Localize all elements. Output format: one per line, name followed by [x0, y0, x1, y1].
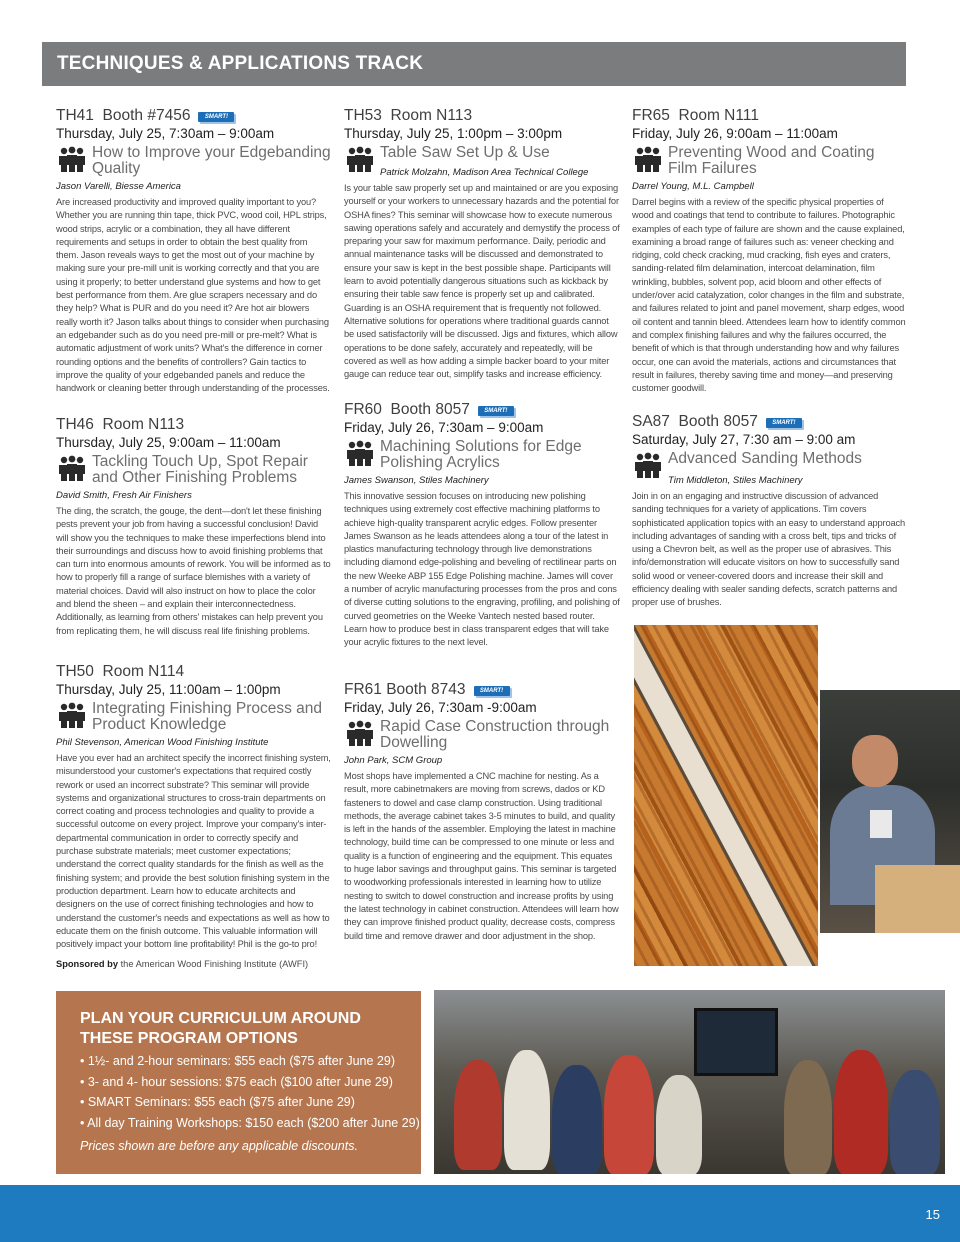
smart-badge: SMART! — [478, 406, 514, 416]
session-description: Join in on an engaging and instructive discussion of advanced sanding techniques for a variety of applications. Tim covers sophisticated application topics with an easy to understand approach including advantages of sanding with a cross belt, tips and tricks of using a Chevron belt, as well as the proper use of abrasives. This info/demonstration will educate visitors on how to successfully sand solid wood or veneer-covered doors and increase their skill and efficiency dealing with sealer sanding defects, scratch patterns and proper use of brushes. — [632, 491, 906, 608]
people-group-icon — [56, 146, 88, 172]
session-title: Preventing Wood and Coating Film Failures — [668, 144, 875, 177]
session-description: Have you ever had an architect specify the incorrect finishing system, misunderstood your customer's expectations that required costly rework or used an incorrect substrate? This seminar will provide systems and organizational structures to cross-train departments on correct coating and process technologies and quality to provide a successful outcome on every project. Improve your company's inter-departmental communication in order to correctly specify and purchase substrate materials; meet customer expectations; understand the correct quality standards for the finish as well as the finishing system; and provide the best solution finishing system in the production department. Learn how to educate architects and designers on the use of correct finishing technologies and how to understand the customer's needs and expectations as well as how to educate them on the finish outcome. This valuable information will positively impact your bottom line profitability! Phil is the go-to pro! — [56, 753, 331, 950]
session-location: Booth 8743 — [386, 681, 466, 698]
session-description: Most shops have implemented a CNC machine for nesting. As a result, more cabinetmakers are moving from screws, dados or KD fasteners to dowel and case clamp construction. Using traditional methods, the average cabinet takes 3-5 minutes to build, and quality is left in the hands of the assembler. Employing the latest in machine technology, build time can be compressed to one minute or less and quality is a function of engineering and the equipment. This equates to huge labor savings and throughput gains. This seminar is targeted to woodworking professionals interested in learning how to utilize nesting to switch to dowel construction and increase profits by using the latest technology in cabinet construction. Attendees will learn how they can improve finished product quality, decrease costs, compress build time and remove drawer and door adjustment in the shop. — [344, 771, 619, 941]
session-speaker: Darrel Young, M.L. Campbell — [632, 181, 754, 192]
track-header — [42, 42, 906, 86]
smart-badge: SMART! — [766, 418, 802, 428]
session-location: Room N113 — [390, 107, 473, 124]
session-description: The ding, the scratch, the gouge, the dent—don't let these finishing pests prevent your job from having a successful conclusion! David will show you the techniques to make these imperfections blend into their surroundings and discuss how to avoid finishing problems that can turn into enormous amounts of rework. You will be informed as to how to properly fill a range of surface blemishes with a variety of material choices. David will also instruct on how to place the color and blend the sheen – and explain their interconnectedness. Additionally, as learning from others' mistakes can help prevent you from replicating them, he will discuss real life finishing problems. — [56, 506, 331, 636]
session-location: Room N113 — [102, 416, 185, 433]
session-th46 — [56, 416, 332, 638]
session-time: Friday, July 26, 9:00am – 11:00am — [632, 126, 838, 141]
smart-badge: SMART! — [198, 112, 234, 122]
session-time: Friday, July 26, 7:30am – 9:00am — [344, 420, 544, 435]
people-group-icon — [56, 702, 88, 728]
pricing-item: • 1½- and 2-hour seminars: $55 each ($75 after June 29) — [80, 1054, 395, 1068]
session-title: Advanced Sanding Methods — [668, 450, 862, 467]
people-group-icon — [632, 452, 664, 478]
session-time: Thursday, July 25, 9:00am – 11:00am — [56, 435, 281, 450]
session-code: TH41 — [56, 107, 94, 124]
people-group-icon — [344, 440, 376, 466]
session-fr60 — [344, 401, 620, 650]
sponsor-line — [56, 958, 332, 971]
pricing-item: • 3- and 4- hour sessions: $75 each ($100 after June 29) — [80, 1074, 393, 1089]
session-code: FR61 — [344, 681, 382, 698]
trade-show-crowd-photo — [434, 990, 945, 1174]
people-group-icon — [344, 146, 376, 172]
session-code: TH50 — [56, 663, 94, 680]
track-title: TECHNIQUES & APPLICATIONS TRACK — [57, 53, 424, 74]
session-title: Table Saw Set Up & Use — [380, 144, 550, 161]
people-group-icon — [56, 455, 88, 481]
session-time: Friday, July 26, 7:30am -9:00am — [344, 700, 537, 715]
session-th50 — [56, 663, 332, 971]
session-code: TH46 — [56, 416, 94, 433]
session-speaker: Jason Varelli, Biesse America — [56, 181, 181, 192]
session-code: FR60 — [344, 401, 382, 418]
session-time: Thursday, July 25, 1:00pm – 3:00pm — [344, 126, 563, 141]
sponsor-name: the American Wood Finishing Institute (AWFI) — [120, 959, 309, 970]
session-location: Room N114 — [102, 663, 185, 680]
session-speaker: Tim Middleton, Stiles Machinery — [668, 475, 803, 486]
session-th53 — [344, 107, 620, 381]
session-code: FR65 — [632, 107, 670, 124]
woodworker-photo — [820, 690, 960, 933]
session-speaker: James Swanson, Stiles Machinery — [344, 475, 489, 486]
people-group-icon — [632, 146, 664, 172]
session-speaker: Phil Stevenson, American Wood Finishing Institute — [56, 737, 269, 748]
pricing-box — [56, 991, 421, 1174]
session-sa87 — [632, 413, 906, 610]
pricing-note: Prices shown are before any applicable discounts. — [80, 1139, 358, 1153]
session-fr61 — [344, 681, 620, 943]
pricing-heading-line2: THESE PROGRAM OPTIONS — [80, 1029, 298, 1047]
session-location: Booth 8057 — [678, 413, 758, 430]
session-description: Are increased productivity and improved quality important to you? Whether you are running thin tape, thick PVC, wood coil, HPL strips, wood strips, acrylic or a combination, they all have different requirements and setups in order to obtain the best quality from them. Jason reveals ways to get the most out of your machine by making sure your pre-mill unit is working correctly and that you are using it properly; to better understand glue systems and how to get best performance from them. Are glue scrapers necessary and do they help? What is PUR and do you need it? Are hot air blowers really worth it? Jason talks about things to consider when purchasing an edgebander such as do you need pre-mill or pre-melt? What is automatic adjustment of work units? What's the difference in corner rounding options and the benefits of controllers? Gain tactics to improve the quality of your edgebanded panels and reduce the handwork or cleaning better through understanding of the processes. — [56, 197, 330, 394]
session-description: Darrel begins with a review of the specific physical properties of wood and coatings that tend to contribute to failures. Photographic examples of each type of failure are shown and the cause explained, examining a broad range of failures such as: veneer checking and ridging, cold check cracking, mud cracking, fish eyes and craters, sanding-related film delamination, intercoat delamination, film wrinkling, bubbles, solvent pop, acid bloom and other effects of under/over acid catalyzation, color changes in the film and substrate, and failures related to joint and panel movement, sharp edges, wood oil content and tannin bleed. Attendees learn how to identify common and complex finishing failures and why the failures occurred, the benefit of which is that through understanding how and why failures occur, one can avoid the materials, actions and circumstances that result in failures, thereby saving time and money—and preserving customer goodwill. — [632, 197, 906, 394]
page-footer — [0, 1185, 960, 1242]
session-title: Rapid Case Construction through Dowelling — [380, 718, 610, 751]
wood-panel-photo — [634, 625, 818, 966]
session-title: Machining Solutions for Edge Polishing Acrylics — [380, 438, 582, 471]
session-location: Room N111 — [678, 107, 759, 124]
smart-badge: SMART! — [474, 686, 510, 696]
session-description: This innovative session focuses on introducing new polishing techniques using extremely cost effective machining platforms to achieve high-quality transparent acrylic edges. Follow presenter James Swanson as he leads attendees along a tour of the latest in plastics manufacturing technology through live demonstrations including diamond edge-polishing and beveling of rectilinear parts on the new Weeke ABP 155 Edge Polishing machine. James will cover a number of acrylic manufacturing processes from the pros and cons of diverse cutting solutions to the engraving, profiling, and polishing of curved geometries on the Weeke Vantech nested based router. Learn how to produce best in class transparent edges that will take your acrylic fixtures to the next level. — [344, 491, 620, 648]
session-title: How to Improve your Edgebanding Quality — [92, 144, 331, 177]
session-code: SA87 — [632, 413, 670, 430]
session-time: Thursday, July 25, 11:00am – 1:00pm — [56, 682, 281, 697]
session-fr65 — [632, 107, 906, 395]
pricing-heading-line1: PLAN YOUR CURRICULUM AROUND — [80, 1010, 361, 1027]
session-time: Saturday, July 27, 7:30 am – 9:00 am — [632, 432, 856, 447]
session-code: TH53 — [344, 107, 382, 124]
pricing-item: • All day Training Workshops: $150 each ($200 after June 29) — [80, 1115, 420, 1130]
session-speaker: David Smith, Fresh Air Finishers — [56, 490, 192, 501]
session-description: Is your table saw properly set up and maintained or are you exposing yourself or your workers to unnecessary hazards and the potential for OSHA fines? This seminar will showcase how to execute numerous sawing operations safely and accurately and demystify the process of preparing your saw for maximum performance. Daily, periodic and annual maintenance tasks will be discussed and demonstrated to ensure your saw is kept in the best possible shape. Participants will learn to avoid potentially dangerous situations such as kickback by ensuring their table saw fence is properly set up and calibrated. Guarding is an OSHA requirement that is frequently not followed. Alternative solutions for operations where traditional guards cannot be used satisfactorily will be discussed. Jigs and fixtures, which allow operations to be done safely, accurately and repeatedly, will be covered as well as how adding a simple backer board to your miter gauge can reduce tear out, simplify tasks and increase efficiency. — [344, 183, 620, 380]
pricing-heading — [80, 1009, 361, 1048]
session-speaker: Patrick Molzahn, Madison Area Technical College — [380, 167, 589, 178]
pricing-list — [80, 1051, 420, 1133]
session-location: Booth #7456 — [102, 107, 191, 124]
session-th41 — [56, 107, 332, 395]
session-title: Tackling Touch Up, Spot Repair and Other Finishing Problems — [92, 453, 308, 486]
session-title: Integrating Finishing Process and Product Knowledge — [92, 700, 323, 733]
pricing-item: • SMART Seminars: $55 each ($75 after June 29) — [80, 1095, 355, 1109]
session-time: Thursday, July 25, 7:30am – 9:00am — [56, 126, 275, 141]
sponsor-label: Sponsored by — [56, 959, 118, 970]
session-speaker: John Park, SCM Group — [344, 755, 443, 766]
page-number: 15 — [925, 1207, 940, 1222]
people-group-icon — [344, 720, 376, 746]
session-location: Booth 8057 — [390, 401, 470, 418]
